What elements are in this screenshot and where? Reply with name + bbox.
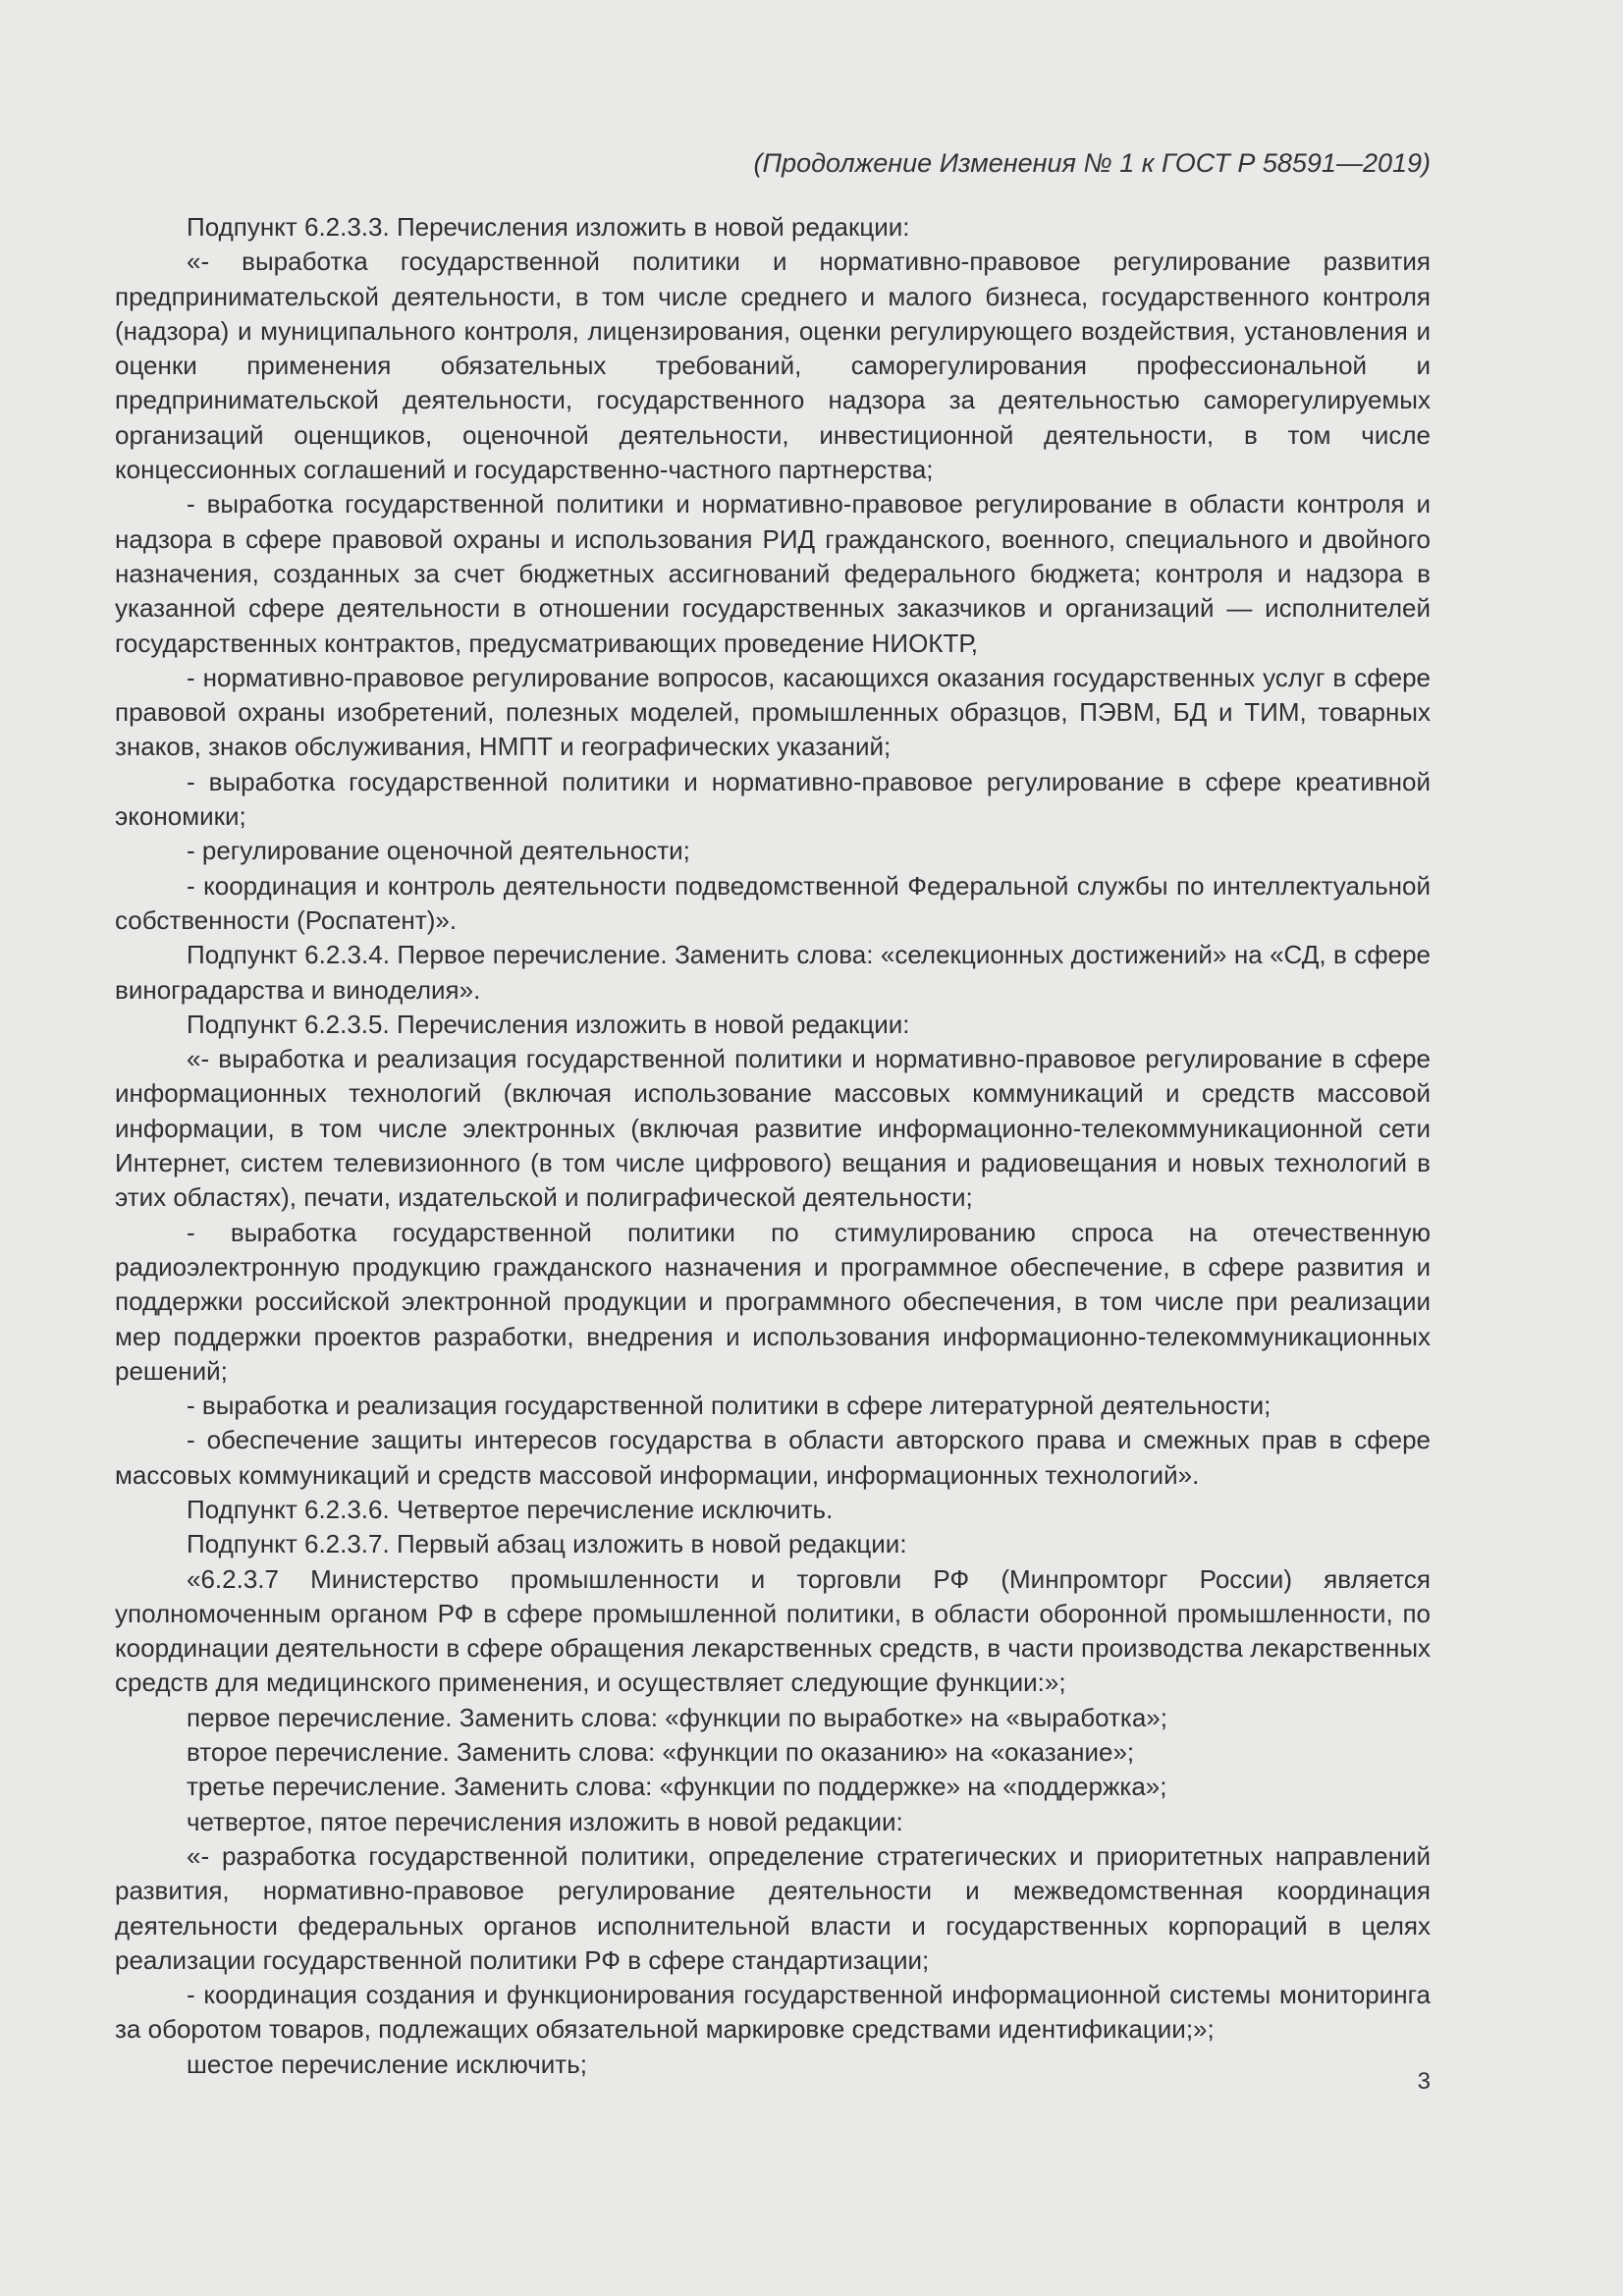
- paragraph: «6.2.3.7 Министерство промышленности и торговли РФ (Минпромторг России) является уполномоченным органом РФ в сфере промышленной политики, в области оборонной промышленности, по координации деятельности в сфере обращения лекарственных средств, в части производства лекарственных средств для медицинского применения, и осуществляет следующие функции:»;: [115, 1563, 1431, 1698]
- paragraph: Подпункт 6.2.3.6. Четвертое перечисление исключить.: [187, 1494, 834, 1524]
- paragraph: второе перечисление. Заменить слова: «функции по оказанию» на «оказание»;: [187, 1737, 1135, 1768]
- paragraph: - выработка и реализация государственной политики в сфере литературной деятельности;: [187, 1391, 1271, 1421]
- paragraph: шестое перечисление исключить;: [187, 2049, 587, 2079]
- paragraph: Подпункт 6.2.3.3. Перечисления изложить в новой редакции:: [187, 212, 910, 242]
- paragraph: первое перечисление. Заменить слова: «функции по выработке» на «выработка»;: [187, 1702, 1167, 1732]
- paragraph: Подпункт 6.2.3.4. Первое перечисление. Заменить слова: «селекционных достижений» на «СД, в сфере виноградарства и виноделия».: [115, 940, 1431, 1005]
- running-header: (Продолжение Изменения № 1 к ГОСТ Р 58591—2019): [753, 148, 1431, 178]
- document-body: [115, 210, 1431, 2082]
- paragraph: «- разработка государственной политики, определение стратегических и приоритетных направлений развития, нормативно-правовое регулирование деятельности и межведомственная координация деятельности федеральных органов исполнительной власти и государственных корпораций в целях реализации государственной политики РФ в сфере стандартизации;: [115, 1840, 1431, 1975]
- paragraph: - координация и контроль деятельности подведомственной Федеральной службы по интеллектуальной собственности (Роспатент)».: [115, 870, 1431, 935]
- paragraph: «- выработка государственной политики и нормативно-правовое регулирование развития предпринимательской деятельности, в том числе среднего и малого бизнеса, государственного контроля (надзора) и муниципального контроля, лицензирования, оценки регулирующего воздействия, установления и оценки применения обязательных требований, саморегулирования профессиональной и предпринимательской деятельности, государственного надзора за деятельностью саморегулируемых организаций оценщиков, оценочной деятельности, инвестиционной деятельности, в том числе концессионных соглашений и государственно-частного партнерства;: [115, 246, 1431, 485]
- paragraph: - выработка государственной политики по стимулированию спроса на отечественную радиоэлектронную продукцию гражданского назначения и программное обеспечение, в сфере развития и поддержки российской электронной продукции и программного обеспечения, в том числе при реализации мер поддержки проектов разработки, внедрения и использования информационно-телекоммуникационных решений;: [115, 1217, 1431, 1386]
- paragraph: - обеспечение защиты интересов государства в области авторского права и смежных прав в сфере массовых коммуникаций и средств массовой информации, информационных технологий».: [115, 1425, 1431, 1490]
- document-page: [115, 145, 1431, 2109]
- paragraph: Подпункт 6.2.3.5. Перечисления изложить в новой редакции:: [187, 1009, 910, 1039]
- paragraph: - выработка государственной политики и нормативно-правовое регулирование в области контроля и надзора в сфере правовой охраны и использования РИД гражданского, военного, специального и двойного назначения, созданных за счет бюджетных ассигнований федерального бюджета; контроля и надзора в указанной сфере деятельности в отношении государственных заказчиков и организаций — исполнителей государственных контрактов, предусматривающих проведение НИОКТР,: [115, 489, 1431, 658]
- paragraph: «- выработка и реализация государственной политики и нормативно-правовое регулирование в сфере информационных технологий (включая использование массовых коммуникаций и средств массовой информации, в том числе электронных (включая развитие информационно-телекоммуникационной сети Интернет, систем телевизионного (в том числе цифрового) вещания и радиовещания и новых технологий в этих областях), печати, издательской и полиграфической деятельности;: [115, 1044, 1431, 1213]
- paragraph: четвертое, пятое перечисления изложить в новой редакции:: [187, 1806, 903, 1836]
- paragraph: - нормативно-правовое регулирование вопросов, касающихся оказания государственных услуг в сфере правовой охраны изобретений, полезных моделей, промышленных образцов, ПЭВМ, БД и ТИМ, товарных знаков, знаков обслуживания, НМПТ и географических указаний;: [115, 662, 1431, 762]
- paragraph: - выработка государственной политики и нормативно-правовое регулирование в сфере креативной экономики;: [115, 766, 1431, 832]
- paragraph: - регулирование оценочной деятельности;: [187, 836, 690, 866]
- paragraph: третье перечисление. Заменить слова: «функции по поддержке» на «поддержка»;: [187, 1772, 1167, 1802]
- paragraph: - координация создания и функционирования государственной информационной системы мониторинга за оборотом товаров, подлежащих обязательной маркировке средствами идентификации;»;: [115, 1980, 1431, 2045]
- paragraph: Подпункт 6.2.3.7. Первый абзац изложить в новой редакции:: [187, 1529, 907, 1559]
- page-number: 3: [1417, 2068, 1431, 2095]
